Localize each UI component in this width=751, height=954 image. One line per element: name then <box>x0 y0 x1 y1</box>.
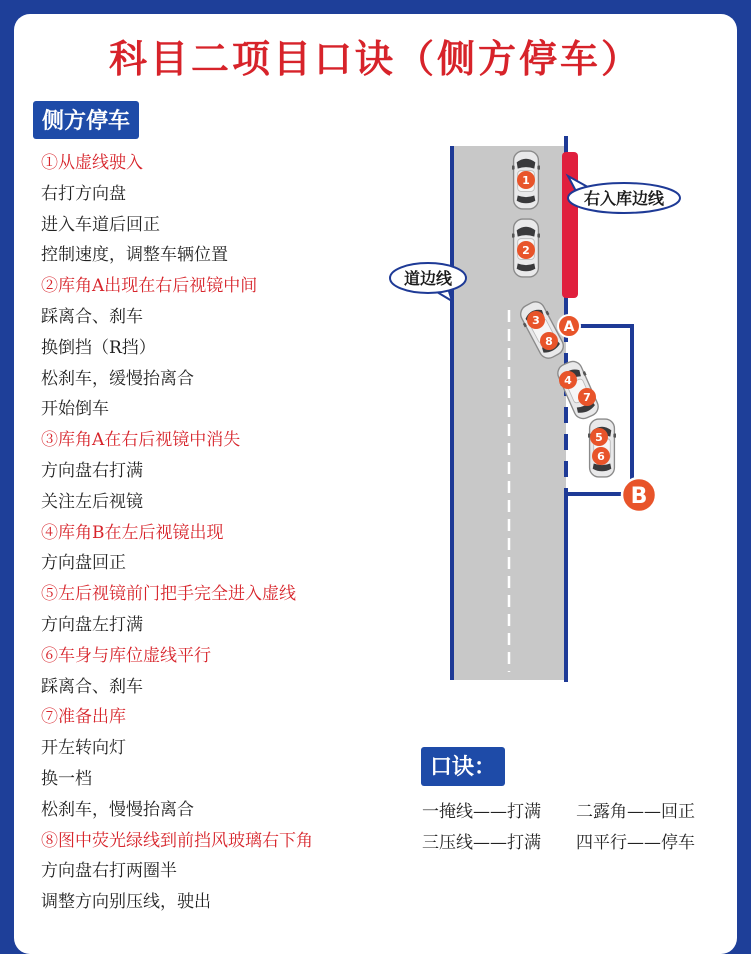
step-text: 踩离合、刹车 <box>41 306 143 327</box>
step-text: 换一档 <box>41 768 92 789</box>
car-6-number: 6 <box>597 450 605 463</box>
step-text: 松刹车，慢慢抬离合 <box>41 799 194 820</box>
step-text: ②库角A出现在右后视镜中间 <box>41 276 258 297</box>
garage-edge-label: 右入库边线 <box>583 189 665 208</box>
step-text: ④库角B在左后视镜出现 <box>41 522 224 543</box>
step-text: 松刹车，缓慢抬离合 <box>41 368 194 389</box>
step-text: ⑥车身与库位虚线平行 <box>41 645 211 666</box>
mnemonic-item: 四平行——停车 <box>576 833 695 853</box>
mnemonic-item: 二露角——回正 <box>576 802 695 822</box>
step-text: 右打方向盘 <box>41 183 126 204</box>
car-5 <box>588 419 617 477</box>
step-text: ①从虚线驶入 <box>41 153 143 173</box>
step-text: ⑧图中荧光绿线到前挡风玻璃右下角 <box>41 830 313 851</box>
step-text: 换倒挡（R挡） <box>41 337 156 358</box>
mnemonic-item: 一掩线——打满 <box>422 802 541 822</box>
garage-edge-callout <box>568 176 680 213</box>
step-text: 关注左后视镜 <box>41 491 143 512</box>
car-2-number: 2 <box>522 244 530 257</box>
car-3-number: 3 <box>532 314 540 327</box>
step-text: 方向盘右打两圈半 <box>41 861 177 882</box>
step-text: ⑤左后视镜前门把手完全进入虚线 <box>41 584 296 605</box>
step-text: 开左转向灯 <box>41 738 126 759</box>
step-text: 调整方向别压线，驶出 <box>41 892 211 913</box>
car-1-number: 1 <box>522 174 530 187</box>
section-label: 侧方停车 <box>33 101 139 139</box>
road-edge-label: 道边线 <box>403 269 453 288</box>
car-7-number: 7 <box>583 391 591 404</box>
corner-a-label: A <box>563 319 575 335</box>
step-text: 方向盘右打满 <box>41 460 143 481</box>
car-5-number: 5 <box>595 431 603 444</box>
corner-a-marker <box>558 315 580 337</box>
step-text: 方向盘回正 <box>41 553 126 574</box>
car-1 <box>512 151 541 209</box>
step-text: 进入车道后回正 <box>41 214 160 235</box>
car-8-number: 8 <box>545 335 553 348</box>
step-text: ③库角A在右后视镜中消失 <box>41 430 241 451</box>
step-text: ⑦准备出库 <box>41 707 126 728</box>
corner-b-marker <box>622 478 656 512</box>
mnemonic-item: 三压线——打满 <box>422 833 541 853</box>
step-text: 开始倒车 <box>41 399 109 420</box>
corner-b-label: B <box>630 484 648 509</box>
step-text: 控制速度，调整车辆位置 <box>41 245 228 266</box>
car-4-number: 4 <box>564 374 572 387</box>
mnemonic-label: 口诀： <box>421 747 505 786</box>
page-title: 科目二项目口诀（侧方停车） <box>108 37 642 81</box>
step-text: 踩离合、刹车 <box>41 676 143 697</box>
garage-entry-marker <box>562 152 578 298</box>
step-text: 方向盘左打满 <box>41 614 143 635</box>
car-2 <box>512 219 541 277</box>
